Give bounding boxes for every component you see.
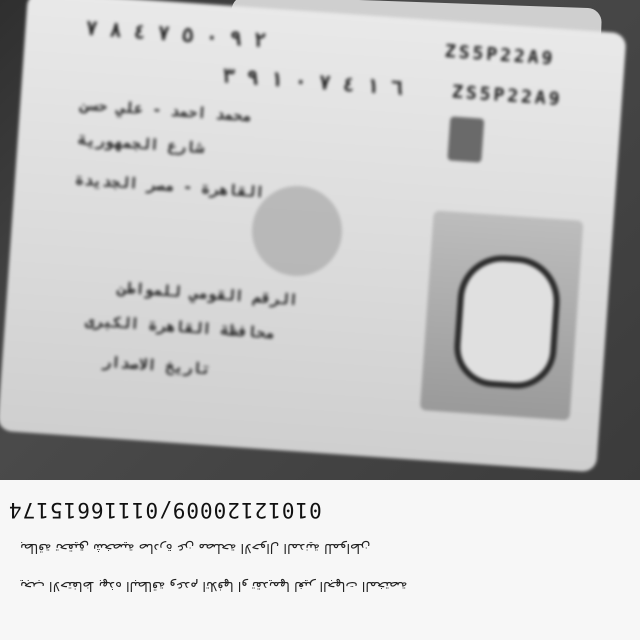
seal-icon	[447, 116, 484, 162]
card-line-issue-date: تاريخ الاصدار	[101, 352, 212, 379]
card-number-top: ZS5P22A9	[444, 40, 557, 70]
id-number: 01012120009/01116615174	[8, 498, 322, 522]
face-icon	[452, 252, 563, 391]
card-glyph-row-1: ٢ ٩ ٠ ٥ ٧ ٤ ٨ ٧	[84, 15, 267, 53]
card-glyph-row-2: ٦ ١ ٤ ٧ ٠ ١ ٩ ٣	[221, 63, 404, 100]
card-line-name: محمد احمد - علي حسن	[79, 95, 253, 126]
card-line-street: شارع الجمهورية	[77, 130, 205, 158]
card-line-national-id: الرقم القومي للمواطن	[117, 278, 299, 310]
strip-line-1: بطاقة تحقيق شخصية صادرة عن مصلحة الاحوال المدنية للمواطن	[20, 540, 371, 555]
card-number-second: ZS5P22A9	[451, 81, 564, 111]
card-line-city: القاهرة - مصر الجديدة	[74, 170, 265, 202]
portrait-photo	[420, 210, 584, 420]
strip-line-2: يجب الاحتفاظ بهذه البطاقة وعدم اتلافها او تقديمها لغير الجهات المختصة	[20, 578, 408, 593]
card-line-governorate: محافظة القاهرة الكبرى	[84, 311, 276, 343]
